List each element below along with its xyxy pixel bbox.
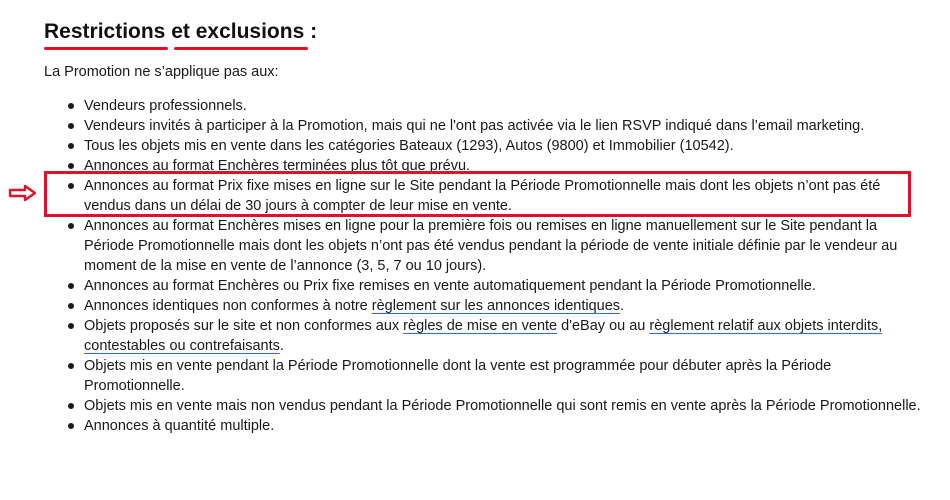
- list-item: Annonces identiques non conformes à notre règlement sur les annonces identiques.: [84, 296, 924, 316]
- intro-text: La Promotion ne s’applique pas aux:: [44, 64, 279, 80]
- list-item: Annonces à quantité multiple.: [84, 416, 924, 436]
- list-item: Annonces au format Enchères mises en ligne pour la première fois ou remises en ligne manuellement sur le Site pendant la Période Promotionnelle mais dont les objets n’ont pas été vendus pendant la période de vente initiale définie par le vendeur au moment de la mise en vente de l’annonce (3, 5, 7 ou 10 jours).: [84, 216, 924, 276]
- exclusions-list: [84, 96, 924, 436]
- list-item: Objets mis en vente pendant la Période Promotionnelle dont la vente est programmée pour débuter après la Période Promotionnelle.: [84, 356, 924, 396]
- list-item: Objets mis en vente mais non vendus pendant la Période Promotionnelle qui sont remis en vente après la Période Promotionnelle.: [84, 396, 924, 416]
- list-item: Vendeurs invités à participer à la Promotion, mais qui ne l'ont pas activée via le lien RSVP indiqué dans l’email marketing.: [84, 116, 924, 136]
- right-arrow-icon: [8, 184, 38, 202]
- list-item: Annonces au format Enchères terminées plus tôt que prévu.: [84, 156, 924, 176]
- listing-rules-link[interactable]: règles de mise en vente: [403, 318, 558, 334]
- heading-underline: [174, 47, 308, 50]
- section-heading: Restrictions et exclusions :: [44, 20, 317, 44]
- list-item: Annonces au format Prix fixe mises en ligne sur le Site pendant la Période Promotionnelle mais dont les objets n’ont pas été vendus dans un délai de 30 jours à compter de leur mise en vente.: [84, 176, 924, 216]
- duplicate-listings-policy-link[interactable]: règlement sur les annonces identiques: [371, 298, 621, 314]
- list-item: Vendeurs professionnels.: [84, 96, 924, 116]
- prohibited-items-policy-link[interactable]: règlement relatif aux objets interdits, contestables ou contrefaisants: [84, 318, 883, 354]
- list-item: Objets proposés sur le site et non conformes aux règles de mise en vente d'eBay ou au règlement relatif aux objets interdits, contestables ou contrefaisants.: [84, 316, 924, 356]
- list-item: Tous les objets mis en vente dans les catégories Bateaux (1293), Autos (9800) et Immobilier (10542).: [84, 136, 924, 156]
- heading-underline: [44, 47, 168, 50]
- list-item: Annonces au format Enchères ou Prix fixe remises en vente automatiquement pendant la Période Promotionnelle.: [84, 276, 924, 296]
